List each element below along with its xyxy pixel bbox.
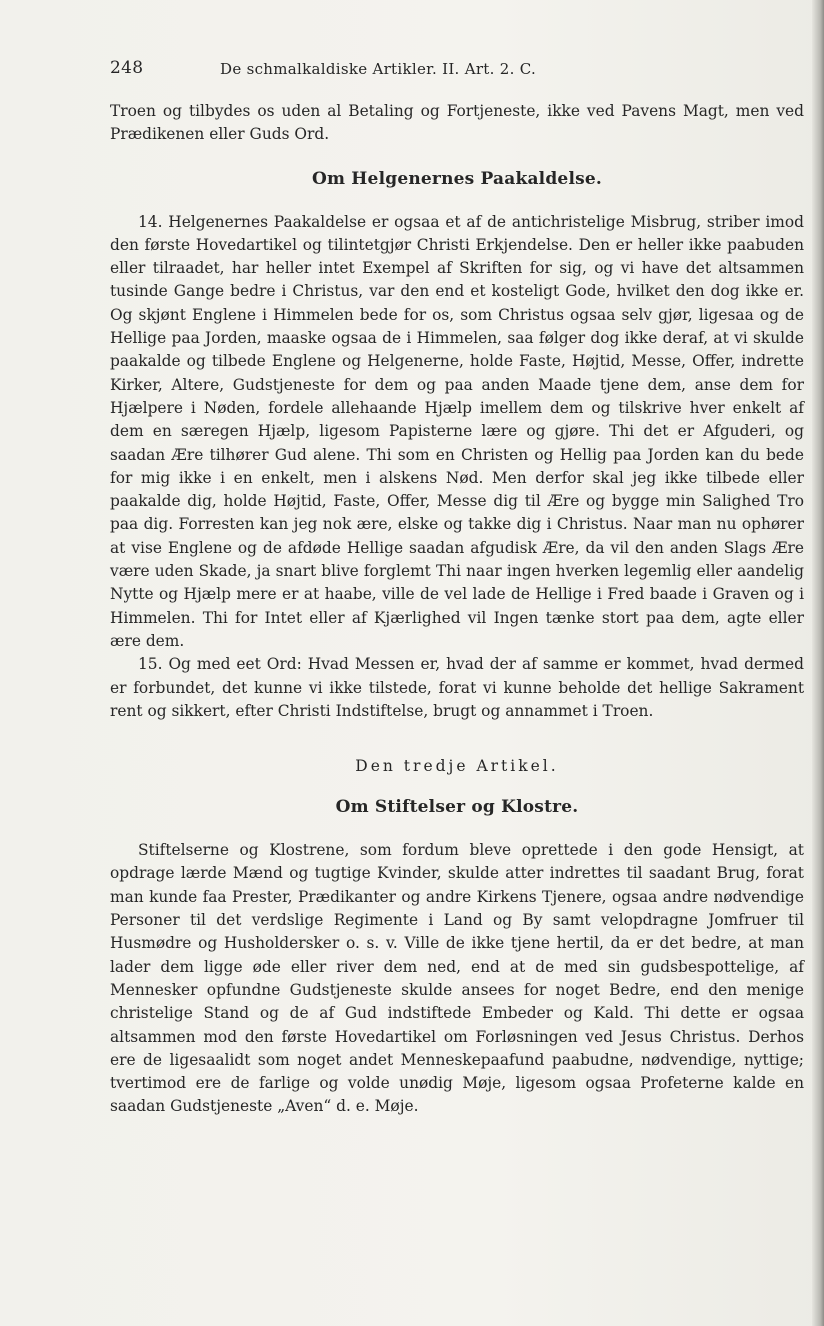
text-block [110,100,804,1119]
section-title-stiftelser: Om Stiftelser og Klostre. [335,797,579,818]
intro-paragraph: Troen og tilbydes os uden al Betaling og Fortjeneste, ikke ved Pavens Magt, men ved Prædikenen eller Guds Ord. [110,102,804,144]
running-head: De schmalkaldiske Artikler. II. Art. 2. C. [220,60,537,78]
paragraph-15: 15. Og med eet Ord: Hvad Messen er, hvad der af samme er kommet, hvad dermed er forbundet, det kunne vi ikke tilstede, forat vi kunne beholde det hellige Sakrament rent og sikkert, efter Christi Indstiftelse, brugt og annammet i Troen. [110,655,804,720]
page-number: 248 [110,58,144,78]
paragraph-14: 14. Helgenernes Paakaldelse er ogsaa et af de antichristelige Misbrug, striber imod den første Hovedartikel og tilintetgjør Christi Erkjendelse. Den er heller ikke paabuden eller tilraadet, har heller intet Exempel af Skriften for sig, og vi have det altsammen tusinde Gange bedre i Christus, var den end et kosteligt Gode, hvilket den dog ikke er. Og skjønt Englene i Himmelen bede for os, som Christus ogsaa selv gjør, ligesaa og de Hellige paa Jorden, maaske ogsaa de i Himmelen, saa følger dog ikke deraf, at vi skulde paakalde og tilbede Englene og Helgenerne, holde Faste, Højtid, Messe, Offer, indrette Kirker, Altere, Gudstjeneste for dem og paa anden Maade tjene dem, anse dem for Hjælpere i Nøden, fordele allehaande Hjælp imellem dem og tilskrive hver enkelt af dem en særegen Hjælp, ligesom Papisterne lære og gjøre. Thi det er Afguderi, og saadan Ære tilhører Gud alene. Thi som en Christen og Hellig paa Jorden kan du bede for mig ikke i en enkelt, men i alskens Nød. Men derfor skal jeg ikke tilbede eller paakalde dig, holde Højtid, Faste, Offer, Messe dig til Ære og bygge min Salighed Tro paa dig. Forresten kan jeg nok ære, elske og takke dig i Christus. Naar man nu ophører at vise Englene og de afdøde Hellige saadan afgudisk Ære, da vil den anden Slags Ære være uden Skade, ja snart blive forglemt Thi naar ingen hverken legemlig eller aandelig Nytte og Hjælp mere er at haabe, ville de vel lade de Hellige i Fred baade i Graven og i Himmelen. Thi for Intet eller af Kjærlighed vil Ingen tænke stort paa dem, agte eller ære dem. [110,212,804,650]
article-label: Den tredje Artikel. [355,757,559,776]
page-header [110,58,710,86]
page-edge-shadow [812,0,824,1326]
paragraph-stiftelser: Stiftelserne og Klostrene, som fordum bleve oprettede i den gode Hensigt, at opdrage lærde Mænd og tugtige Kvinder, skulde atter indrettes til saadant Brug, forat man kunde faa Prester, Prædikanter og andre Kirkens Tjenere, ogsaa andre nødvendige Personer til det verdslige Regimente i Land og By samt velopdragne Jomfruer til Husmødre og Husholdersker o. s. v. Ville de ikke tjene hertil, da er det bedre, at man lader dem ligge øde eller river dem ned, end at de med sin gudsbespottelige, af Mennesker opfundne Gudstjeneste skulde ansees for noget Bedre, end den menige christelige Stand og de af Gud indstiftede Embeder og Kald. Thi dette er ogsaa altsammen mod den første Hovedartikel om Forløsningen ved Jesus Christus. Derhos ere de ligesaalidt som noget andet Menneskepaafund paabudne, nødvendige, nyttige; tvertimod ere de farlige og volde unødig Møje, ligesom ogsaa Profeterne kalde en saadan Gudstjeneste „Aven“ d. e. Møje. [110,841,804,1116]
section-title-helgener: Om Helgenernes Paakaldelse. [311,168,603,189]
